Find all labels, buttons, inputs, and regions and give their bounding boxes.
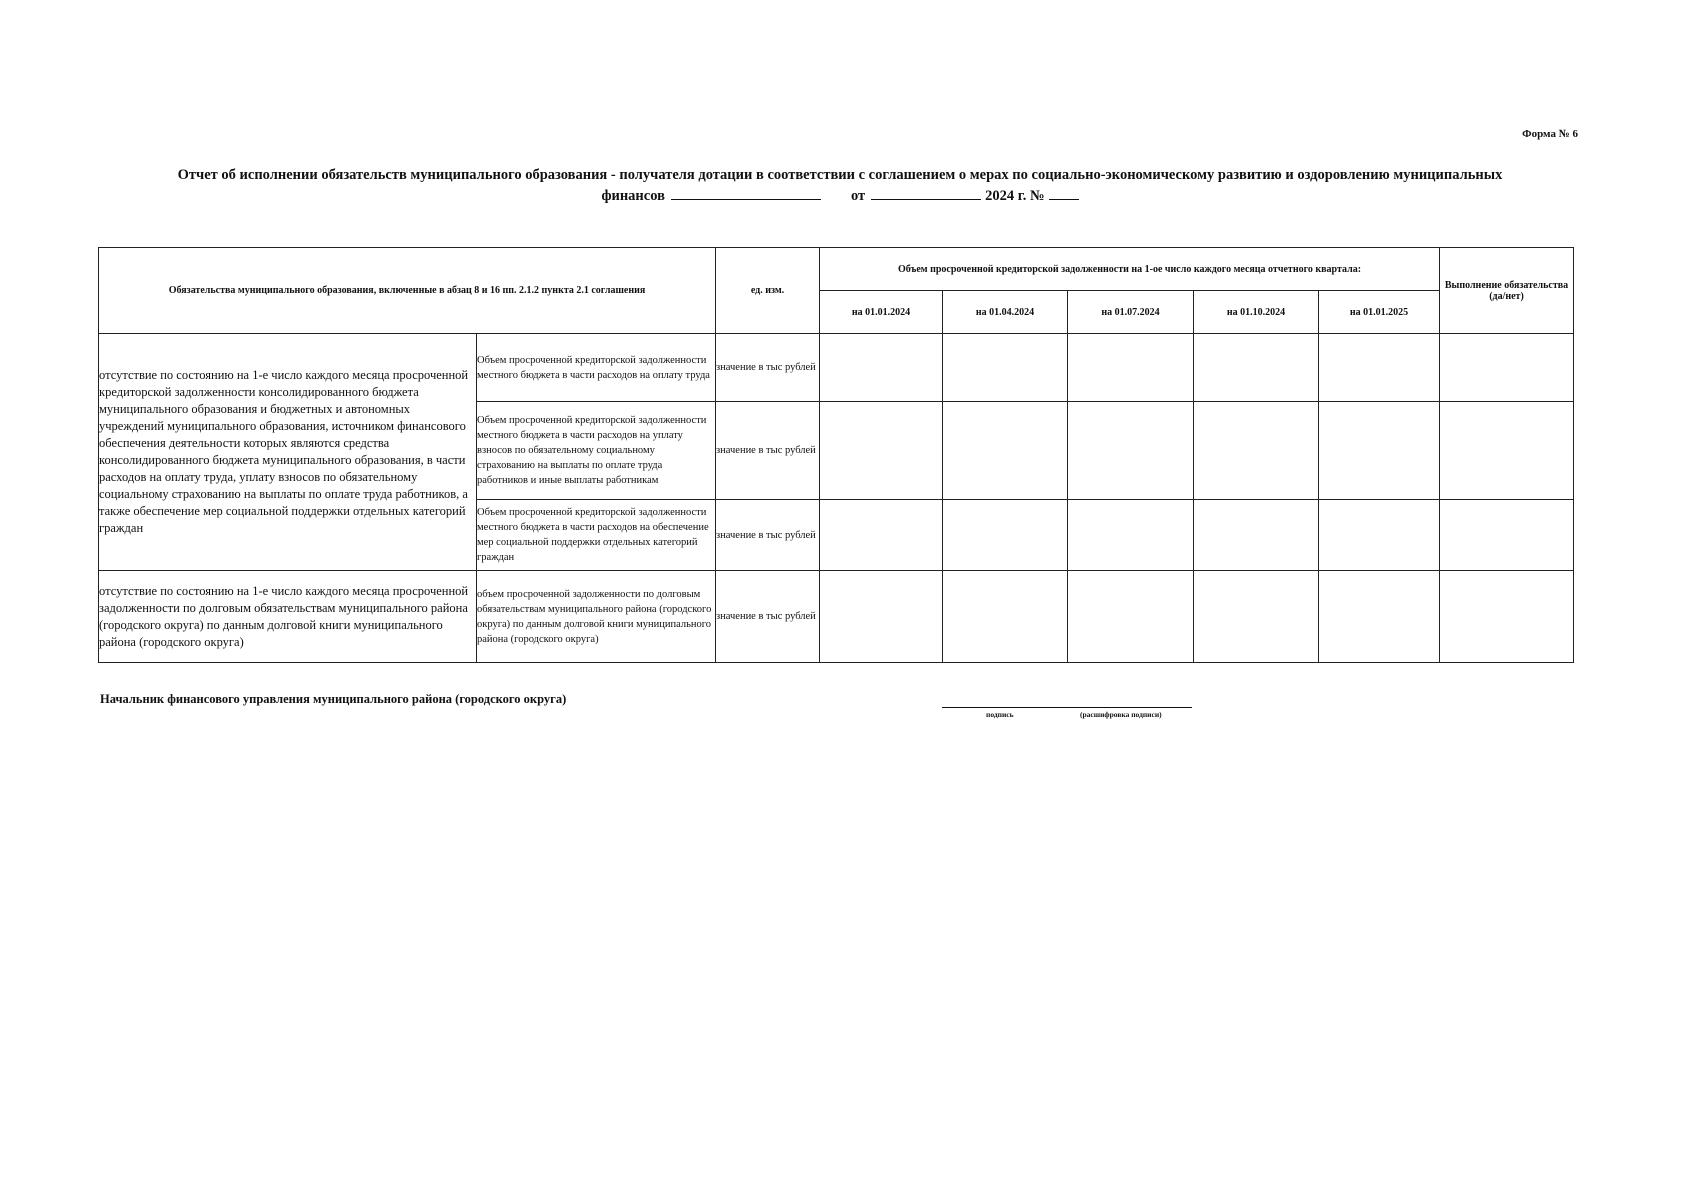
table-row <box>99 571 1574 663</box>
fulfillment-cell[interactable] <box>1440 334 1574 402</box>
indicator-cell: Объем просроченной кредиторской задолженности местного бюджета в части расходов на обеспечение мер социальной поддержки отдельных категорий граждан <box>477 500 716 571</box>
header-date: на 01.01.2024 <box>820 291 943 334</box>
value-cell[interactable] <box>1068 571 1194 663</box>
decoding-caption: (расшифровка подписи) <box>1080 710 1162 719</box>
unit-cell: значение в тыс рублей <box>716 334 820 402</box>
value-cell[interactable] <box>820 402 943 500</box>
indicator-cell: Объем просроченной кредиторской задолженности местного бюджета в части расходов на оплату труда <box>477 334 716 402</box>
indicator-cell: Объем просроченной кредиторской задолженности местного бюджета в части расходов на уплату взносов по обязательному социальному страхованию на выплаты по оплате труда работников и иные выплаты работникам <box>477 402 716 500</box>
table-row <box>99 334 1574 402</box>
report-table <box>98 247 1574 663</box>
value-cell[interactable] <box>820 571 943 663</box>
title-blank-number[interactable] <box>1049 185 1079 200</box>
fulfillment-cell[interactable] <box>1440 500 1574 571</box>
signature-caption: подпись <box>986 710 1014 719</box>
header-fulfillment: Выполнение обязательства (да/нет) <box>1440 248 1574 334</box>
header-overdue-group: Объем просроченной кредиторской задолженности на 1-ое число каждого месяца отчетного квартала: <box>820 248 1440 291</box>
header-date: на 01.01.2025 <box>1319 291 1440 334</box>
unit-cell: значение в тыс рублей <box>716 571 820 663</box>
indicator-cell: объем просроченной задолженности по долговым обязательствам муниципального района (городского округа) по данным долговой книги муниципального района (городского округа) <box>477 571 716 663</box>
value-cell[interactable] <box>1194 571 1319 663</box>
header-row-1 <box>99 248 1574 291</box>
unit-cell: значение в тыс рублей <box>716 402 820 500</box>
title-finances: финансов <box>601 188 665 204</box>
header-date: на 01.04.2024 <box>943 291 1068 334</box>
value-cell[interactable] <box>1319 571 1440 663</box>
value-cell[interactable] <box>1319 334 1440 402</box>
value-cell[interactable] <box>820 500 943 571</box>
title-blank-date[interactable] <box>871 185 981 200</box>
signature-line[interactable] <box>942 707 1192 708</box>
fulfillment-cell[interactable] <box>1440 402 1574 500</box>
value-cell[interactable] <box>820 334 943 402</box>
title-line-2 <box>110 185 1570 206</box>
obligation-cell: отсутствие по состоянию на 1-е число каждого месяца просроченной кредиторской задолженности консолидированного бюджета муниципального образования и бюджетных и автономных учреждений муниципального образования, источником финансового обеспечения деятельности которых являются средства консолидированного бюджета муниципального образования, в части расходов на оплату труда, уплату взносов по обязательному социальному страхованию на выплаты по оплате труда работников, а также обеспечение мер социальной поддержки отдельных категорий граждан <box>99 334 477 571</box>
header-unit: ед. изм. <box>716 248 820 334</box>
title-blank-name[interactable] <box>671 185 821 200</box>
form-number: Форма № 6 <box>1522 128 1578 140</box>
value-cell[interactable] <box>1068 500 1194 571</box>
fulfillment-cell[interactable] <box>1440 571 1574 663</box>
report-title <box>110 166 1570 206</box>
header-date: на 01.10.2024 <box>1194 291 1319 334</box>
value-cell[interactable] <box>943 334 1068 402</box>
title-from: от <box>850 188 866 204</box>
unit-cell: значение в тыс рублей <box>716 500 820 571</box>
title-year: 2024 г. № <box>985 188 1045 204</box>
obligation-cell: отсутствие по состоянию на 1-е число каждого месяца просроченной задолженности по долговым обязательствам муниципального района (городского округа) по данным долговой книги муниципального района (городского округа) <box>99 571 477 663</box>
header-obligations: Обязательства муниципального образования, включенные в абзац 8 и 16 пп. 2.1.2 пункта 2.1 соглашения <box>99 248 716 334</box>
signatory-title: Начальник финансового управления муниципального района (городского округа) <box>100 692 567 706</box>
value-cell[interactable] <box>1194 500 1319 571</box>
header-date: на 01.07.2024 <box>1068 291 1194 334</box>
value-cell[interactable] <box>943 402 1068 500</box>
value-cell[interactable] <box>943 571 1068 663</box>
value-cell[interactable] <box>1319 402 1440 500</box>
title-line-1: Отчет об исполнении обязательств муниципального образования - получателя дотации в соответствии с соглашением о мерах по социально-экономическому развитию и оздоровлению муниципальных <box>177 167 1503 183</box>
value-cell[interactable] <box>1194 334 1319 402</box>
value-cell[interactable] <box>1319 500 1440 571</box>
value-cell[interactable] <box>1194 402 1319 500</box>
value-cell[interactable] <box>1068 402 1194 500</box>
value-cell[interactable] <box>1068 334 1194 402</box>
value-cell[interactable] <box>943 500 1068 571</box>
